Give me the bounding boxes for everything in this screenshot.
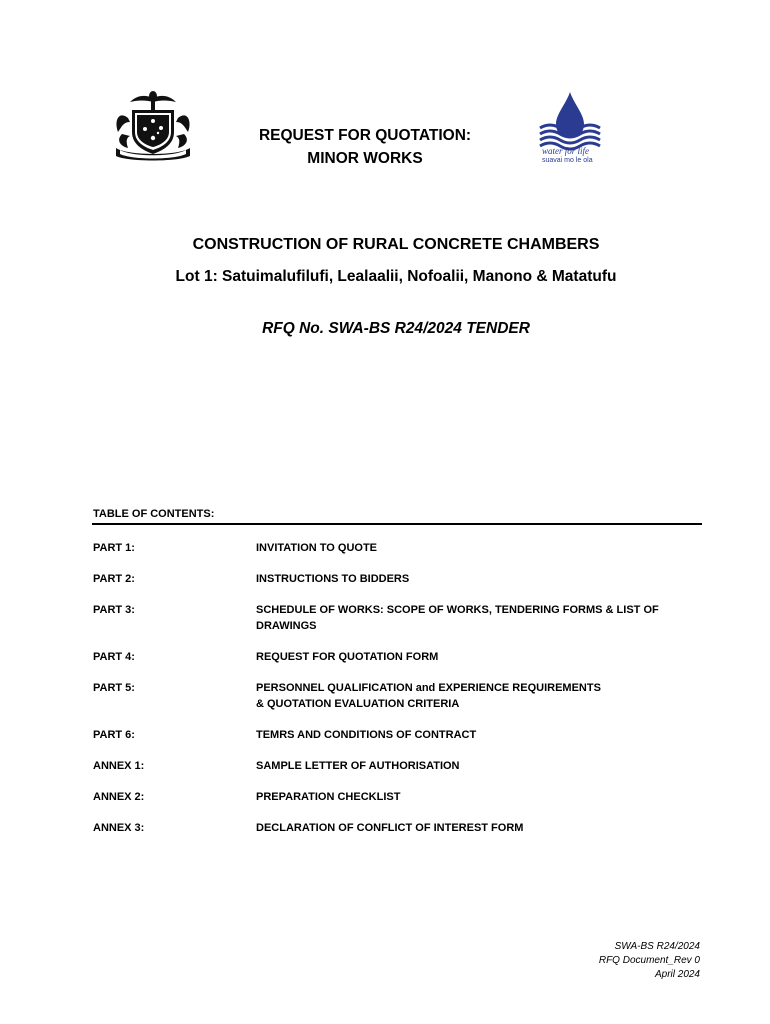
document-footer bbox=[599, 940, 700, 982]
toc-item bbox=[93, 758, 703, 774]
toc-part-label: PART 3: bbox=[93, 604, 135, 616]
lot-title: Lot 1: Satuimalufilufi, Lealaalii, Nofoalii, Manono & Matatufu bbox=[175, 268, 617, 285]
footer-revision: RFQ Document_Rev 0 bbox=[598, 955, 700, 966]
toc-part-description: DECLARATION OF CONFLICT OF INTEREST FORM bbox=[256, 822, 524, 834]
toc-part-description: PERSONNEL QUALIFICATION and EXPERIENCE REQUIREMENTS & QUOTATION EVALUATION CRITERIA bbox=[256, 682, 601, 710]
toc-item bbox=[93, 602, 703, 634]
toc-item bbox=[93, 540, 703, 556]
toc-part-description: PREPARATION CHECKLIST bbox=[256, 791, 401, 803]
toc-divider bbox=[92, 523, 702, 525]
toc-part-description: SCHEDULE OF WORKS: SCOPE OF WORKS, TENDERING FORMS & LIST OF DRAWINGS bbox=[256, 604, 659, 632]
toc-part-label: ANNEX 3: bbox=[93, 822, 145, 834]
toc-part-label: PART 6: bbox=[93, 729, 135, 741]
toc-part-description: SAMPLE LETTER OF AUTHORISATION bbox=[256, 760, 460, 772]
footer-reference: SWA-BS R24/2024 bbox=[614, 941, 700, 952]
toc-part-description: INSTRUCTIONS TO BIDDERS bbox=[256, 573, 410, 585]
footer-date: April 2024 bbox=[654, 969, 700, 980]
toc-item bbox=[93, 789, 703, 805]
swa-logo bbox=[536, 88, 624, 164]
toc-item bbox=[93, 820, 703, 836]
document-title bbox=[210, 124, 520, 170]
toc-part-label: PART 1: bbox=[93, 542, 135, 554]
coat-of-arms-logo bbox=[108, 88, 198, 162]
toc-part-label: ANNEX 1: bbox=[93, 760, 145, 772]
title-line-1: REQUEST FOR QUOTATION: bbox=[258, 127, 472, 144]
toc-list bbox=[93, 540, 703, 851]
swa-tagline-2: suavai mo le ola bbox=[542, 157, 593, 164]
toc-part-description: INVITATION TO QUOTE bbox=[256, 542, 377, 554]
toc-part-description: TEMRS AND CONDITIONS OF CONTRACT bbox=[256, 729, 477, 741]
project-title: CONSTRUCTION OF RURAL CONCRETE CHAMBERS bbox=[192, 236, 600, 253]
swa-tagline-1: water for life bbox=[542, 146, 589, 156]
toc-part-label: ANNEX 2: bbox=[93, 791, 145, 803]
toc-heading: TABLE OF CONTENTS: bbox=[93, 508, 215, 520]
title-line-2: MINOR WORKS bbox=[307, 150, 423, 167]
toc-part-label: PART 4: bbox=[93, 651, 135, 663]
toc-part-label: PART 2: bbox=[93, 573, 135, 585]
toc-part-label: PART 5: bbox=[93, 682, 135, 694]
toc-item bbox=[93, 727, 703, 743]
toc-item bbox=[93, 571, 703, 587]
toc-item bbox=[93, 680, 703, 712]
rfq-number: RFQ No. SWA-BS R24/2024 TENDER bbox=[262, 320, 530, 337]
toc-part-description: REQUEST FOR QUOTATION FORM bbox=[256, 651, 439, 663]
toc-item bbox=[93, 649, 703, 665]
